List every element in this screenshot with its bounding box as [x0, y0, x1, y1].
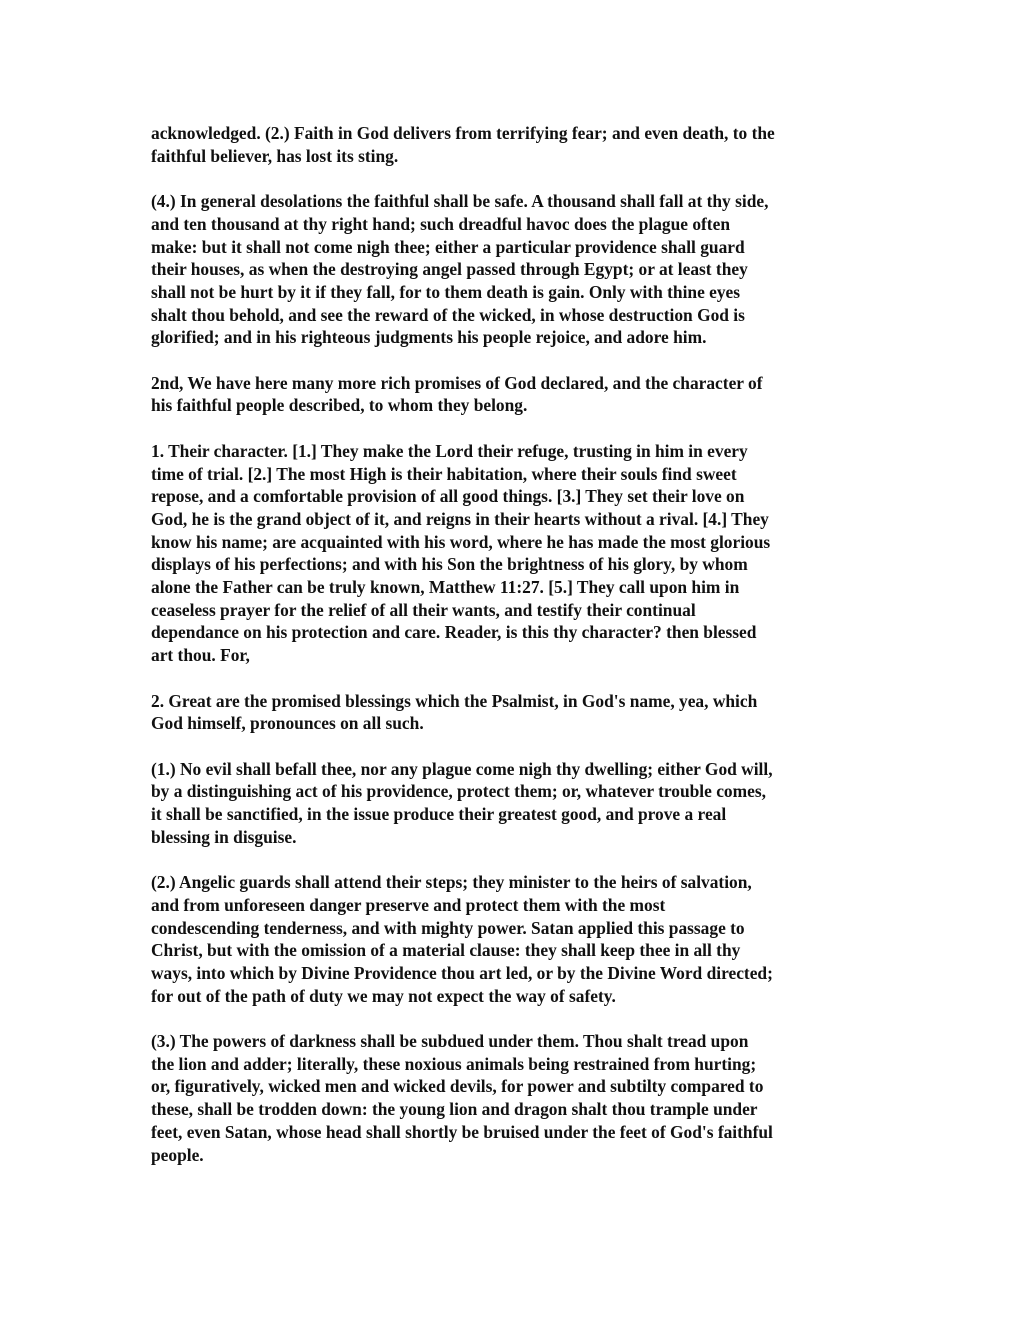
paragraph-3 — [151, 372, 877, 417]
paragraph-1 — [151, 122, 877, 167]
text-line: Christ, but with the omission of a material clause: they shall keep thee in all thy — [151, 940, 741, 961]
text-line: shall not be hurt by it if they fall, for to them death is gain. Only with thine eyes — [151, 281, 741, 302]
text-line: and ten thousand at thy right hand; such dreadful havoc does the plague often — [151, 213, 730, 234]
text-line: (3.) The powers of darkness shall be subdued under them. Thou shalt tread upon — [151, 1031, 749, 1052]
text-line: these, shall be trodden down: the young lion and dragon shalt thou trample under — [151, 1099, 758, 1120]
text-line: or, figuratively, wicked men and wicked devils, for power and subtilty compared to — [151, 1076, 764, 1097]
text-line: (2.) Angelic guards shall attend their steps; they minister to the heirs of salvation, — [151, 872, 752, 893]
text-line: God, he is the grand object of it, and reigns in their hearts without a rival. [4.] They — [151, 508, 769, 529]
text-line: dependance on his protection and care. Reader, is this thy character? then blessed — [151, 622, 757, 643]
text-line: make: but it shall not come nigh thee; either a particular providence shall guard — [151, 236, 745, 257]
paragraph-6 — [151, 758, 877, 849]
text-line: it shall be sanctified, in the issue produce their greatest good, and prove a real — [151, 804, 727, 825]
paragraph-7 — [151, 871, 877, 1007]
text-line: displays of his perfections; and with his Son the brightness of his glory, by whom — [151, 554, 748, 575]
paragraph-2 — [151, 190, 877, 349]
paragraph-5 — [151, 690, 877, 735]
text-line: condescending tenderness, and with mighty power. Satan applied this passage to — [151, 917, 745, 938]
text-line: acknowledged. (2.) Faith in God delivers from terrifying fear; and even death, to the — [151, 123, 775, 143]
paragraph-4 — [151, 440, 877, 667]
text-line: feet, even Satan, whose head shall shortly be bruised under the feet of God's faithful — [151, 1121, 773, 1142]
text-line: for out of the path of duty we may not expect the way of safety. — [151, 985, 616, 1006]
text-line: ways, into which by Divine Providence thou art led, or by the Divine Word directed; — [151, 962, 773, 983]
text-line: people. — [151, 1144, 204, 1165]
text-line: blessing in disguise. — [151, 826, 297, 847]
text-line: (4.) In general desolations the faithful shall be safe. A thousand shall fall at thy side, — [151, 191, 769, 212]
text-line: (1.) No evil shall befall thee, nor any plague come nigh thy dwelling; either God will, — [151, 758, 773, 779]
text-line: by a distinguishing act of his providence, protect them; or, whatever trouble comes, — [151, 781, 766, 802]
text-line: know his name; are acquainted with his word, where he has made the most glorious — [151, 531, 771, 552]
text-line: alone the Father can be truly known, Matthew 11:27. [5.] They call upon him in — [151, 577, 740, 598]
text-line: 2nd, We have here many more rich promises of God declared, and the character of — [151, 372, 763, 393]
text-line: shalt thou behold, and see the reward of the wicked, in whose destruction God is — [151, 304, 745, 325]
text-line: glorified; and in his righteous judgments his people rejoice, and adore him. — [151, 327, 707, 348]
text-line: time of trial. [2.] The most High is their habitation, where their souls find sweet — [151, 463, 737, 484]
text-line: art thou. For, — [151, 645, 250, 666]
text-line: the lion and adder; literally, these noxious animals being restrained from hurting; — [151, 1053, 757, 1074]
text-line: 1. Their character. [1.] They make the Lord their refuge, trusting in him in every — [151, 440, 748, 461]
text-line: faithful believer, has lost its sting. — [151, 145, 399, 166]
text-line: God himself, pronounces on all such. — [151, 713, 424, 734]
text-line: ceaseless prayer for the relief of all their wants, and testify their continual — [151, 599, 696, 620]
text-line: their houses, as when the destroying angel passed through Egypt; or at least they — [151, 259, 748, 280]
text-line: his faithful people described, to whom they belong. — [151, 395, 528, 416]
text-line: repose, and a comfortable provision of all good things. [3.] They set their love on — [151, 486, 745, 507]
text-line: 2. Great are the promised blessings which the Psalmist, in God's name, yea, which — [151, 690, 758, 711]
text-line: and from unforeseen danger preserve and protect them with the most — [151, 894, 666, 915]
paragraph-8 — [151, 1030, 877, 1166]
document-page — [151, 122, 877, 1189]
